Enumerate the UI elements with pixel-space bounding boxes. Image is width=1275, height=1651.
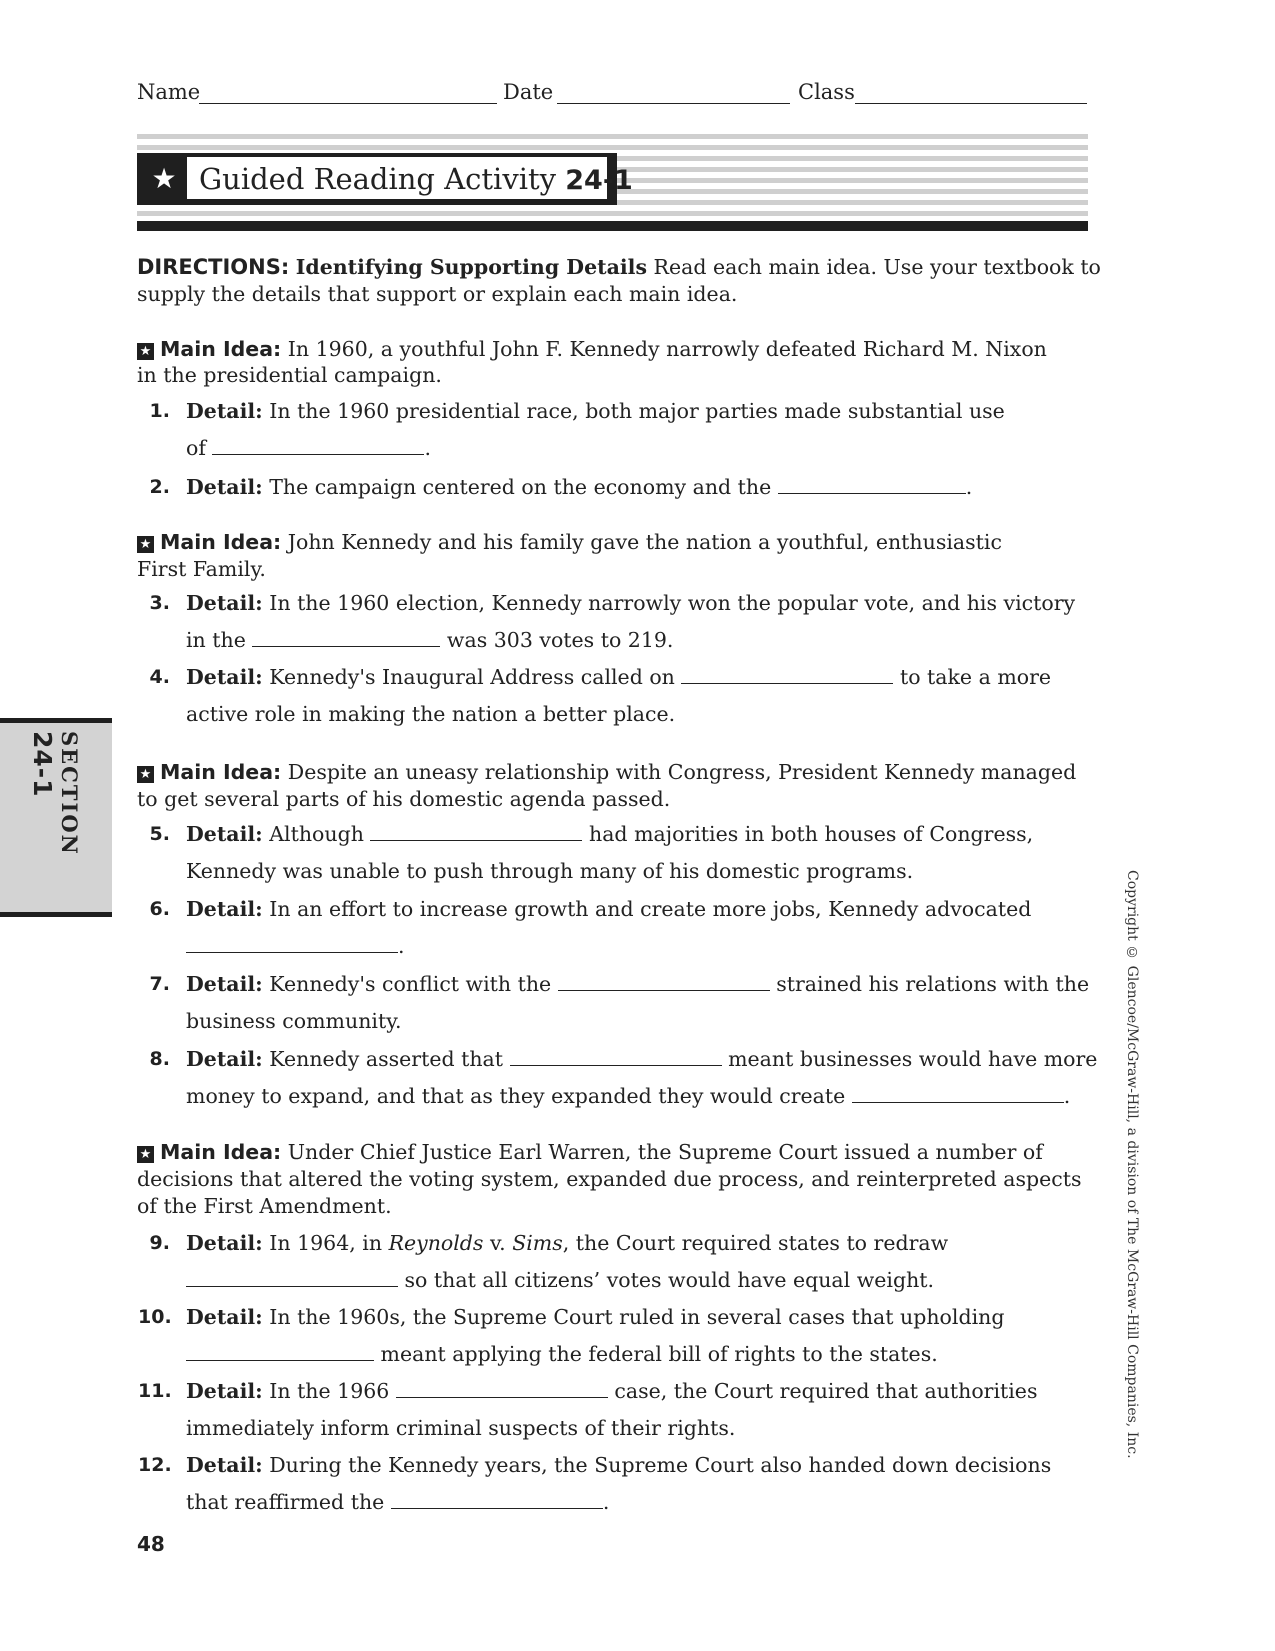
detail-6: Detail: In an effort to increase growth and create more jobs, Kennedy advocated [186,897,1032,921]
detail-5: Detail: Although had majorities in both houses of Congress, [186,822,1034,846]
class-field[interactable] [855,103,1087,104]
answer-blank-1[interactable] [212,436,424,455]
answer-blank-8a[interactable] [510,1047,722,1066]
header-fields [137,80,1087,110]
copyright-notice: Copyright © Glencoe/McGraw-Hill, a division of The McGraw-Hill Companies, Inc. [1124,870,1140,1459]
detail-2: Detail: The campaign centered on the economy and the . [186,475,973,499]
answer-blank-10[interactable] [186,1342,374,1361]
star-box-icon: ★ [137,1146,154,1163]
activity-number: 24-1 [565,165,633,196]
section-number: 24-1 [28,731,57,798]
detail-number: 1. [149,400,170,422]
main-idea-4: ★ Main Idea: Under Chief Justice Earl Warren, the Supreme Court issued a number of [137,1139,1043,1166]
directions: DIRECTIONS: Identifying Supporting Details Read each main idea. Use your textbook to [137,255,1101,279]
page-number: 48 [137,1532,165,1556]
star-box-icon: ★ [137,343,154,360]
detail-3: Detail: In the 1960 election, Kennedy narrowly won the popular vote, and his victory [186,591,1076,615]
main-idea-3: ★ Main Idea: Despite an uneasy relationship with Congress, President Kennedy managed [137,759,1076,786]
answer-blank-5[interactable] [370,822,582,841]
detail-12: Detail: During the Kennedy years, the Supreme Court also handed down decisions [186,1453,1052,1477]
answer-blank-4[interactable] [681,665,893,684]
answer-blank-9[interactable] [186,1268,398,1287]
answer-blank-12[interactable] [391,1490,603,1509]
answer-blank-8b[interactable] [852,1084,1064,1103]
directions-line-2: supply the details that support or explain each main idea. [137,282,738,306]
detail-8: Detail: Kennedy asserted that meant businesses would have more [186,1047,1098,1071]
section-word: SECTION [57,731,82,856]
star-icon: ★ [151,162,177,195]
section-tab [0,718,112,917]
name-label: Name [137,80,201,104]
date-field[interactable] [557,103,790,104]
answer-blank-3[interactable] [252,628,440,647]
star-box-icon: ★ [137,536,154,553]
title-banner [137,134,1088,231]
page-title: Guided Reading Activity 24-1 [199,162,633,196]
answer-blank-7[interactable] [558,972,770,991]
answer-blank-11[interactable] [396,1379,608,1398]
name-field[interactable] [199,103,497,104]
detail-1: Detail: In the 1960 presidential race, both major parties made substantial use [186,399,1005,423]
main-idea-1: ★ Main Idea: In 1960, a youthful John F. Kennedy narrowly defeated Richard M. Nixon [137,336,1047,363]
detail-7: Detail: Kennedy's conflict with the strained his relations with the [186,972,1090,996]
date-label: Date [503,80,554,104]
detail-11: Detail: In the 1966 case, the Court required that authorities [186,1379,1038,1403]
detail-9: Detail: In 1964, in Reynolds v. Sims, the Court required states to redraw [186,1231,949,1255]
detail-4: Detail: Kennedy's Inaugural Address called on to take a more [186,665,1052,689]
detail-10: Detail: In the 1960s, the Supreme Court ruled in several cases that upholding [186,1305,1005,1329]
star-box-icon: ★ [137,766,154,783]
class-label: Class [798,80,855,104]
answer-blank-2[interactable] [778,475,966,494]
answer-blank-6[interactable] [186,934,398,953]
main-idea-2: ★ Main Idea: John Kennedy and his family gave the nation a youthful, enthusiastic [137,529,1002,556]
